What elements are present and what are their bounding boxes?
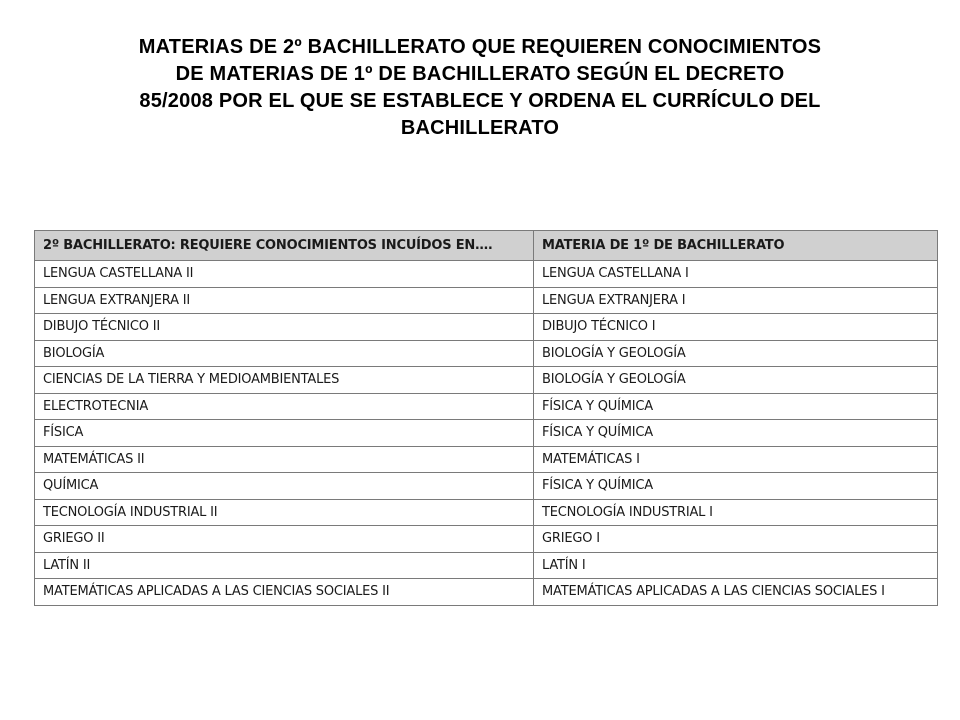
cell-2nd-year-subject: FÍSICA <box>35 420 534 447</box>
table-row <box>35 552 938 579</box>
table-row <box>35 287 938 314</box>
table-row <box>35 367 938 394</box>
title-line: BACHILLERATO <box>400 117 560 139</box>
cell-1st-year-subject: DIBUJO TÉCNICO I <box>534 314 938 341</box>
table-row <box>35 499 938 526</box>
cell-1st-year-subject: LENGUA EXTRANJERA I <box>534 287 938 314</box>
cell-1st-year-subject: MATEMÁTICAS I <box>534 446 938 473</box>
cell-1st-year-subject: LENGUA CASTELLANA I <box>534 261 938 288</box>
cell-1st-year-subject: BIOLOGÍA Y GEOLOGÍA <box>534 340 938 367</box>
cell-1st-year-subject: BIOLOGÍA Y GEOLOGÍA <box>534 367 938 394</box>
page-title <box>60 34 900 142</box>
cell-2nd-year-subject: ELECTROTECNIA <box>35 393 534 420</box>
cell-2nd-year-subject: DIBUJO TÉCNICO II <box>35 314 534 341</box>
cell-1st-year-subject: GRIEGO I <box>534 526 938 553</box>
cell-1st-year-subject: FÍSICA Y QUÍMICA <box>534 473 938 500</box>
cell-1st-year-subject: MATEMÁTICAS APLICADAS A LAS CIENCIAS SOCIALES I <box>534 579 938 606</box>
cell-1st-year-subject: FÍSICA Y QUÍMICA <box>534 393 938 420</box>
table-row <box>35 579 938 606</box>
column-header-2nd-year: 2º BACHILLERATO: REQUIERE CONOCIMIENTOS INCUÍDOS EN…. <box>35 231 534 261</box>
cell-2nd-year-subject: TECNOLOGÍA INDUSTRIAL II <box>35 499 534 526</box>
table-row <box>35 393 938 420</box>
subjects-table-container <box>34 230 937 606</box>
table-row <box>35 261 938 288</box>
table-row <box>35 420 938 447</box>
subjects-table <box>34 230 938 606</box>
table-row <box>35 526 938 553</box>
cell-1st-year-subject: LATÍN I <box>534 552 938 579</box>
cell-2nd-year-subject: MATEMÁTICAS II <box>35 446 534 473</box>
column-header-1st-year: MATERIA DE 1º DE BACHILLERATO <box>534 231 938 261</box>
cell-2nd-year-subject: CIENCIAS DE LA TIERRA Y MEDIOAMBIENTALES <box>35 367 534 394</box>
cell-2nd-year-subject: LENGUA CASTELLANA II <box>35 261 534 288</box>
cell-2nd-year-subject: QUÍMICA <box>35 473 534 500</box>
table-header-row <box>35 231 938 261</box>
cell-2nd-year-subject: GRIEGO II <box>35 526 534 553</box>
cell-2nd-year-subject: LATÍN II <box>35 552 534 579</box>
cell-1st-year-subject: FÍSICA Y QUÍMICA <box>534 420 938 447</box>
cell-2nd-year-subject: LENGUA EXTRANJERA II <box>35 287 534 314</box>
title-line: MATERIAS DE 2º BACHILLERATO QUE REQUIEREN CONOCIMIENTOS <box>138 36 822 58</box>
table-row <box>35 473 938 500</box>
cell-1st-year-subject: TECNOLOGÍA INDUSTRIAL I <box>534 499 938 526</box>
table-row <box>35 314 938 341</box>
title-line: DE MATERIAS DE 1º DE BACHILLERATO SEGÚN EL DECRETO <box>175 63 785 85</box>
title-line: 85/2008 POR EL QUE SE ESTABLECE Y ORDENA EL CURRÍCULO DEL <box>139 90 821 112</box>
cell-2nd-year-subject: MATEMÁTICAS APLICADAS A LAS CIENCIAS SOCIALES II <box>35 579 534 606</box>
cell-2nd-year-subject: BIOLOGÍA <box>35 340 534 367</box>
table-row <box>35 446 938 473</box>
table-row <box>35 340 938 367</box>
